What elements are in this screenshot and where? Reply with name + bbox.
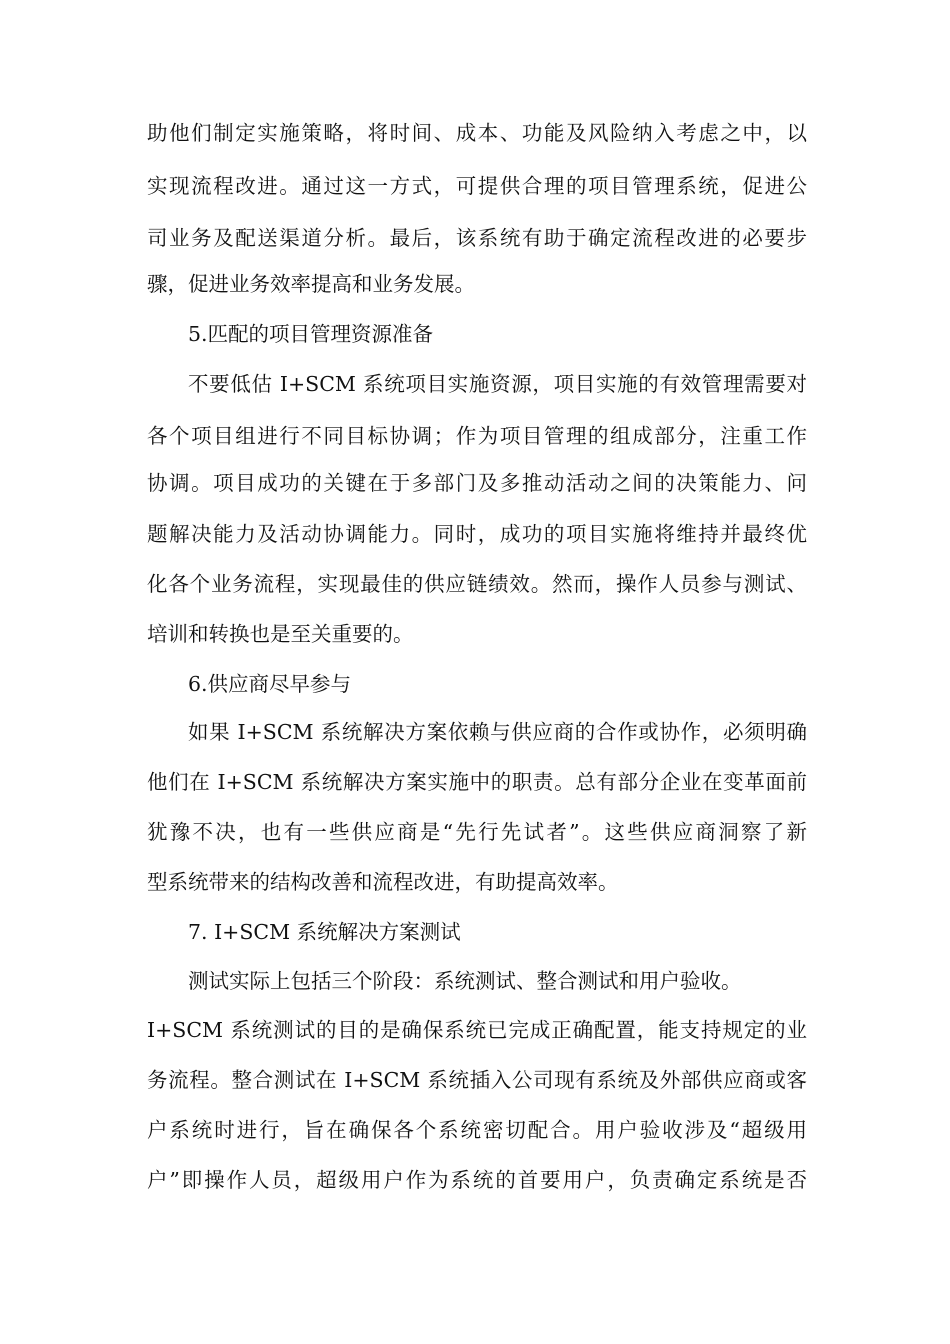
body-text-line: 户”即操作人员，超级用户作为系统的首要用户，负责确定系统是否 (147, 1168, 807, 1192)
body-text-line: 如果 I+SCM 系统解决方案依赖与供应商的合作或协作，必须明确 (188, 720, 807, 744)
body-text-line: 型系统带来的结构改善和流程改进，有助提高效率。 (147, 870, 619, 894)
body-text-line: 助他们制定实施策略，将时间、成本、功能及风险纳入考虑之中，以 (147, 121, 807, 145)
body-text-line: 培训和转换也是至关重要的。 (147, 622, 414, 646)
body-text-line: 犹豫不决，也有一些供应商是“先行先试者”。这些供应商洞察了新 (147, 820, 807, 844)
body-text-line: 户系统时进行，旨在确保各个系统密切配合。用户验收涉及“超级用 (147, 1118, 807, 1142)
body-text-line: 他们在 I+SCM 系统解决方案实施中的职责。总有部分企业在变革面前 (147, 770, 807, 794)
body-text-line: 协调。项目成功的关键在于多部门及多推动活动之间的决策能力、问 (147, 471, 807, 495)
body-text-line: I+SCM 系统测试的目的是确保系统已完成正确配置，能支持规定的业 (147, 1018, 807, 1042)
body-text-line: 骤，促进业务效率提高和业务发展。 (147, 272, 475, 296)
body-text-line: 务流程。整合测试在 I+SCM 系统插入公司现有系统及外部供应商或客 (147, 1068, 807, 1092)
body-text-line: 题解决能力及活动协调能力。同时，成功的项目实施将维持并最终优 (147, 522, 807, 546)
section-heading-7: 7. I+SCM 系统解决方案测试 (188, 920, 461, 944)
section-heading-6: 6.供应商尽早参与 (188, 672, 352, 696)
body-text-line: 司业务及配送渠道分析。最后，该系统有助于确定流程改进的必要步 (147, 226, 807, 250)
body-text-line: 实现流程改进。通过这一方式，可提供合理的项目管理系统，促进公 (147, 174, 807, 198)
body-text-line: 化各个业务流程，实现最佳的供应链绩效。然而，操作人员参与测试、 (147, 572, 807, 596)
body-text-line: 各个项目组进行不同目标协调；作为项目管理的组成部分，注重工作 (147, 424, 807, 448)
body-text-line: 测试实际上包括三个阶段：系统测试、整合测试和用户验收。 (188, 969, 742, 993)
section-heading-5: 5.匹配的项目管理资源准备 (188, 322, 434, 346)
body-text-line: 不要低估 I+SCM 系统项目实施资源，项目实施的有效管理需要对 (188, 372, 807, 396)
